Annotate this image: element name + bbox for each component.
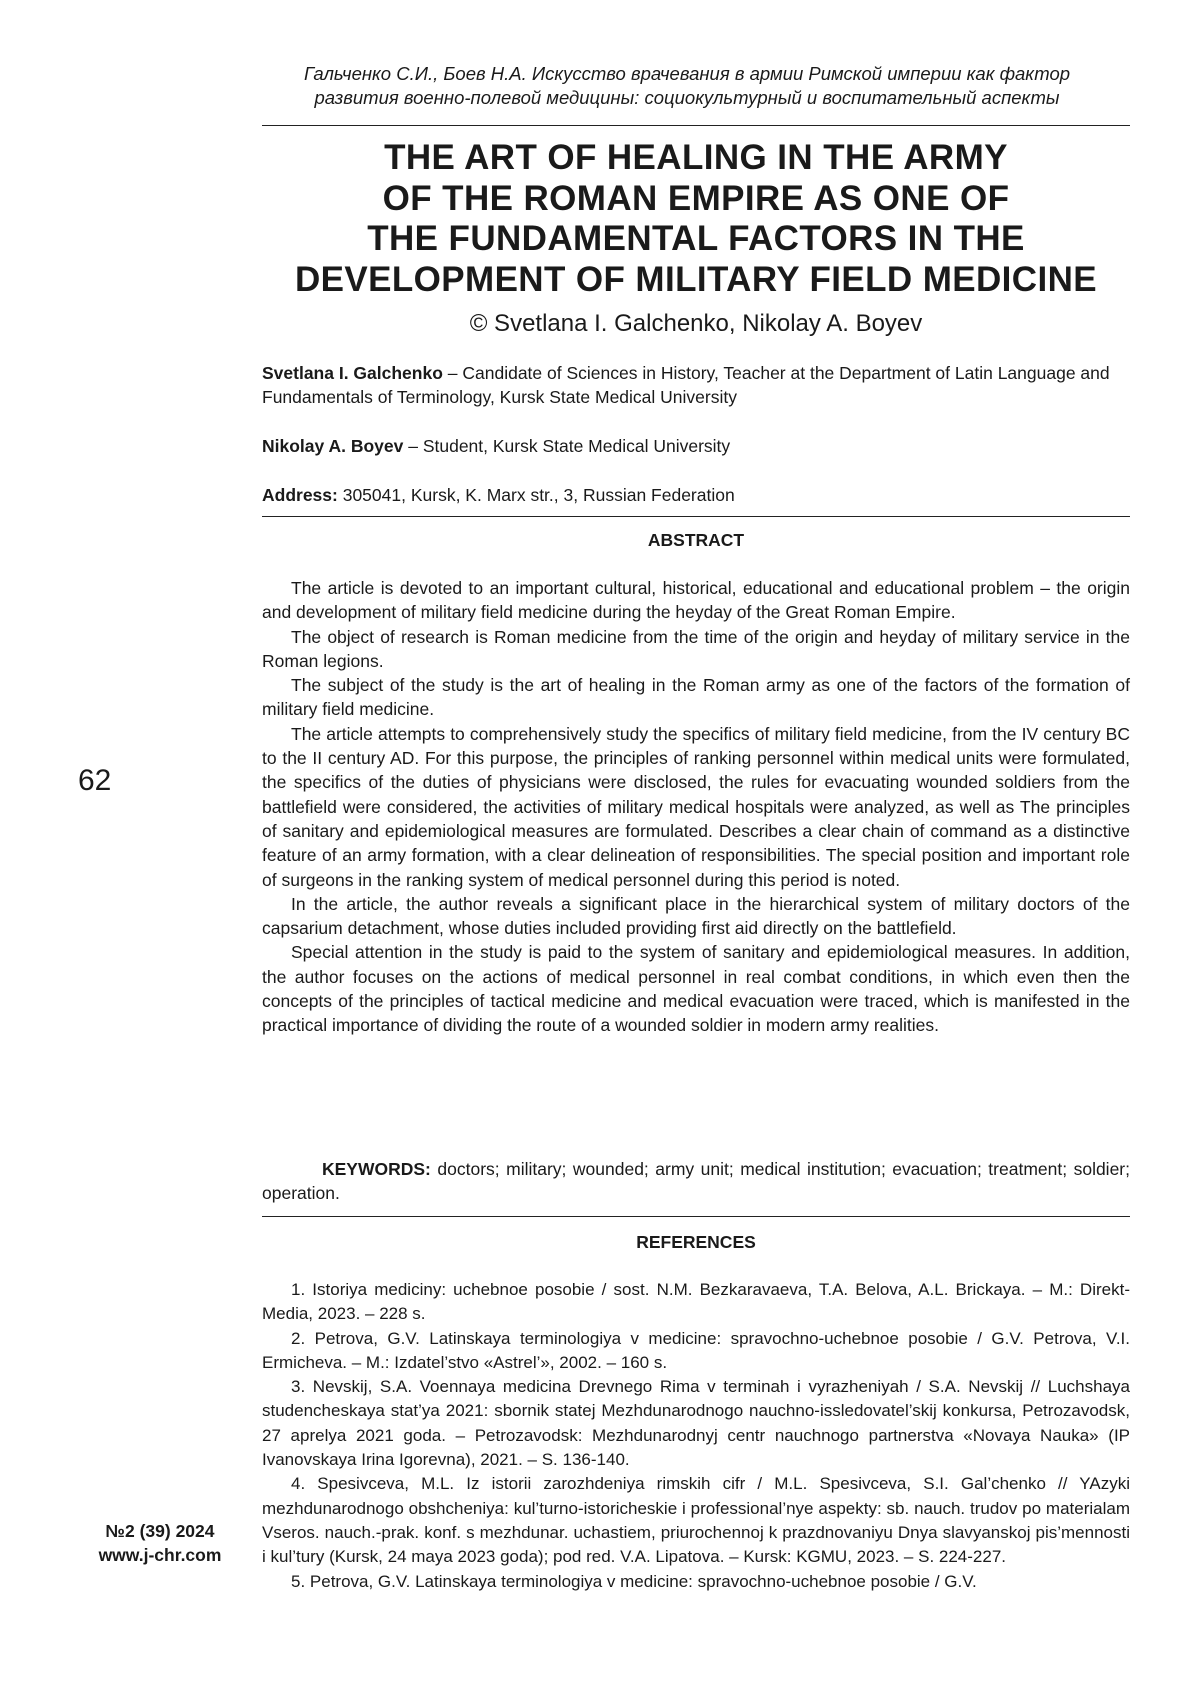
- keywords: [262, 1157, 1130, 1205]
- running-head-line-2: развития военно-полевой медицины: социокультурный и воспитательный аспекты: [262, 86, 1112, 110]
- reference-item: 2. Petrova, G.V. Latinskaya terminologiya v medicine: spravochno-uchebnoe posobie / G.V. Petrova, V.I. Ermicheva. – M.: Izdatel’stvo «Astrel’», 2002. – 160 s.: [262, 1327, 1130, 1376]
- title-line-3: THE FUNDAMENTAL FACTORS IN THE: [262, 219, 1130, 260]
- issue-number: №2 (39) 2024: [70, 1519, 250, 1543]
- address-label: Address:: [262, 485, 338, 505]
- author-name-2: Nikolay A. Boyev: [262, 436, 403, 456]
- abstract-paragraph: The article attempts to comprehensively study the specifics of military field medicine, from the IV century BC to the II century AD. For this purpose, the principles of ranking personnel within medical units were formulated, the specifics of the duties of physicians were disclosed, the rules for evacuating wounded soldiers from the battlefield were considered, the activities of military medical hospitals were analyzed, as well as The principles of sanitary and epidemiological measures are formulated. Describes a clear chain of command as a distinctive feature of an army formation, with a clear delineation of responsibilities. The special position and important role of surgeons in the ranking system of medical personnel during this period is noted.: [262, 722, 1130, 892]
- reference-item: 3. Nevskij, S.A. Voennaya medicina Drevnego Rima v terminah i vyrazheniyah / S.A. Nevskij // Luchshaya studencheskaya stat’ya 2021: sbornik statej Mezhdunarodnogo nauchno-issledovatel’skij konkursa, Petrozavodsk, 27 aprelya 2021 goda. – Petrozavodsk: Mezhdunarodnyj centr nauchnogo partnerstva «Novaya Nauka» (IP Ivanovskaya Irina Igorevna), 2021. – S. 136-140.: [262, 1375, 1130, 1472]
- keywords-text: doctors; military; wounded; army unit; medical institution; evacuation; treatment; soldier; operation.: [262, 1159, 1130, 1203]
- issue-info: [70, 1519, 250, 1567]
- reference-item: 5. Petrova, G.V. Latinskaya terminologiya v medicine: spravochno-uchebnoe posobie / G.V.: [262, 1570, 1130, 1594]
- abstract-paragraph: The object of research is Roman medicine from the time of the origin and heyday of military service in the Roman legions.: [262, 625, 1130, 674]
- journal-website: www.j-chr.com: [70, 1543, 250, 1567]
- abstract-paragraph: The subject of the study is the art of healing in the Roman army as one of the factors of the formation of military field medicine.: [262, 673, 1130, 722]
- info-divider: [262, 516, 1130, 517]
- authors-line: © Svetlana I. Galchenko, Nikolay A. Boyev: [262, 309, 1130, 339]
- running-head: [262, 62, 1112, 110]
- abstract-paragraph: In the article, the author reveals a significant place in the hierarchical system of military doctors of the capsarium detachment, whose duties included providing first aid directly on the battlefield.: [262, 892, 1130, 941]
- abstract-heading: ABSTRACT: [262, 528, 1130, 552]
- reference-item: 1. Istoriya mediciny: uchebnoe posobie / sost. N.M. Bezkaravaeva, T.A. Belova, A.L. Brickaya. – M.: Direkt-Media, 2023. – 228 s.: [262, 1278, 1130, 1327]
- references-heading: REFERENCES: [262, 1230, 1130, 1254]
- running-head-line-1: Гальченко С.И., Боев Н.А. Искусство врачевания в армии Римской империи как фактор: [262, 62, 1112, 86]
- author-info-1: [262, 361, 1130, 409]
- title-line-1: THE ART OF HEALING IN THE ARMY: [262, 138, 1130, 179]
- author-details-2: – Student, Kursk State Medical University: [403, 436, 730, 456]
- author-details-1: – Candidate of Sciences in History, Teacher at the Department of Latin Language and Fundamentals of Terminology, Kursk State Medical University: [262, 363, 1110, 407]
- header-divider: [262, 125, 1130, 126]
- title-line-4: DEVELOPMENT OF MILITARY FIELD MEDICINE: [262, 260, 1130, 301]
- abstract-body: [262, 576, 1130, 1038]
- abstract-paragraph: The article is devoted to an important cultural, historical, educational and educational problem – the origin and development of military field medicine during the heyday of the Great Roman Empire.: [262, 576, 1130, 625]
- address-value: 305041, Kursk, K. Marx str., 3, Russian Federation: [338, 485, 735, 505]
- author-info-2: [262, 434, 1130, 458]
- author-name-1: Svetlana I. Galchenko: [262, 363, 443, 383]
- page-number: 62: [78, 763, 111, 799]
- keywords-divider: [262, 1216, 1130, 1217]
- title-line-2: OF THE ROMAN EMPIRE AS ONE OF: [262, 179, 1130, 220]
- keywords-label: KEYWORDS:: [322, 1159, 431, 1179]
- reference-item: 4. Spesivceva, M.L. Iz istorii zarozhdeniya rimskih cifr / M.L. Spesivceva, S.I. Gal’chenko // YAzyki mezhdunarodnogo obshcheniya: kul’turno-istoricheskie i professional’nye aspekty: sb. nauch. trudov po materialam Vseros. nauch.-prak. konf. s mezhdunar. uchastiem, priurochennoj k prazdnovaniyu Dnya slavyanskoj pis’mennosti i kul’tury (Kursk, 24 maya 2023 goda); pod red. V.A. Lipatova. – Kursk: KGMU, 2023. – S. 224-227.: [262, 1472, 1130, 1569]
- address-line: [262, 483, 1130, 507]
- article-title: [262, 138, 1130, 300]
- abstract-paragraph: Special attention in the study is paid to the system of sanitary and epidemiological measures. In addition, the author focuses on the actions of medical personnel in real combat conditions, in which even then the concepts of the principles of tactical medicine and medical evacuation were traced, which is manifested in the practical importance of dividing the route of a wounded soldier in modern army realities.: [262, 940, 1130, 1037]
- references-list: [262, 1278, 1130, 1594]
